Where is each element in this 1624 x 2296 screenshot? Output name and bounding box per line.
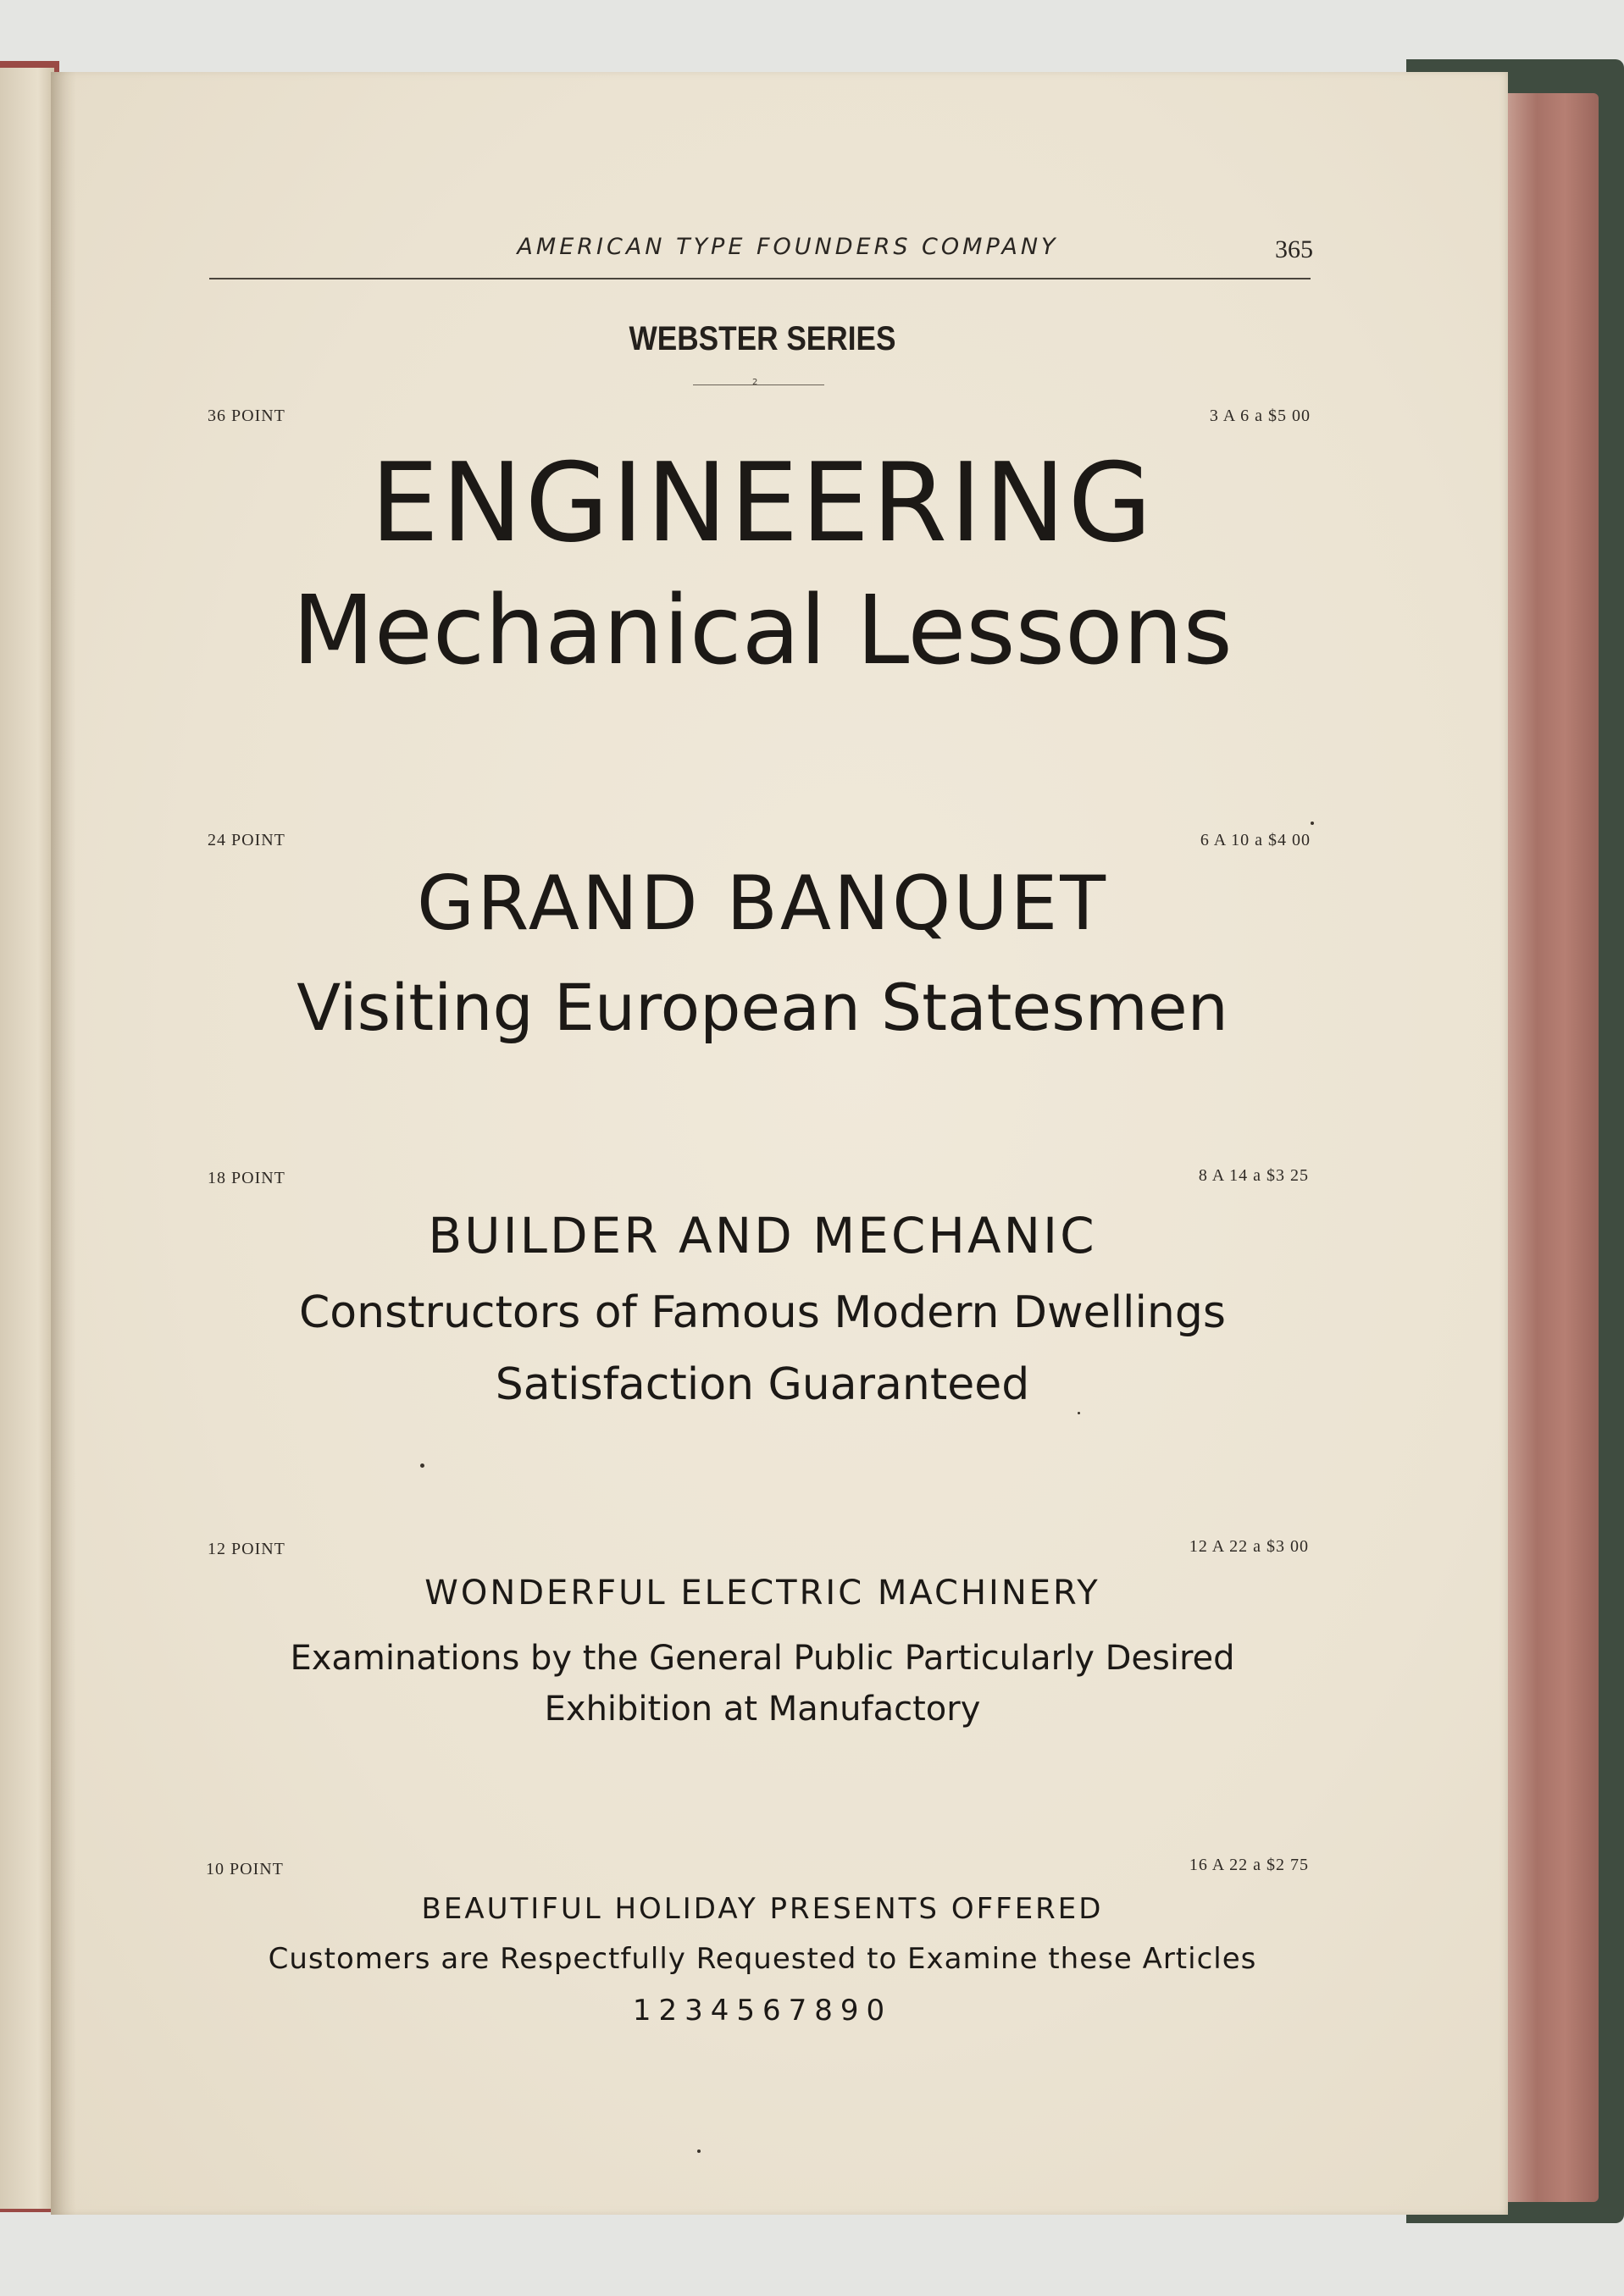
price-label-18: 8 A 14 a $3 25: [1198, 1166, 1309, 1185]
specimen-line-36-caps: ENGINEERING: [370, 440, 1155, 567]
gutter-shadow: [51, 72, 76, 2215]
specimen-line-18-lower-1: Constructors of Famous Modern Dwellings: [299, 1287, 1226, 1338]
specimen-line-12-caps: WONDERFUL ELECTRIC MACHINERY: [424, 1574, 1100, 1613]
size-label-18: 18 POINT: [208, 1169, 285, 1187]
paper-speck: [1311, 822, 1314, 825]
specimen-line-10-caps: BEAUTIFUL HOLIDAY PRESENTS OFFERED: [421, 1892, 1104, 1926]
specimen-line-18-lower-2: Satisfaction Guaranteed: [495, 1359, 1030, 1410]
specimen-line-24-lower: Visiting European Statesmen: [297, 970, 1228, 1045]
specimen-line-10-lower: Customers are Respectfully Requested to Examine these Articles: [268, 1942, 1257, 1976]
paper-speck: [697, 2149, 701, 2153]
size-label-36: 36 POINT: [208, 407, 285, 425]
price-label-12: 12 A 22 a $3 00: [1189, 1537, 1309, 1556]
facing-page-edge: [0, 68, 54, 2209]
specimen-line-12-lower-2: Exhibition at Manufactory: [544, 1690, 981, 1729]
size-label-10: 10 POINT: [206, 1860, 284, 1878]
paper-speck: [420, 1463, 424, 1468]
running-title: AMERICAN TYPE FOUNDERS COMPANY: [517, 234, 1059, 260]
size-label-24: 24 POINT: [208, 831, 285, 849]
page-number: 365: [1275, 235, 1313, 263]
specimen-line-18-caps: BUILDER AND MECHANIC: [428, 1207, 1097, 1264]
price-label-24: 6 A 10 a $4 00: [1200, 831, 1311, 849]
price-label-36: 3 A 6 a $5 00: [1209, 407, 1311, 425]
specimen-line-10-figures: 1234567890: [632, 1994, 893, 2028]
header-rule: [209, 278, 1311, 279]
specimen-line-36-lower: Mechanical Lessons: [292, 576, 1233, 686]
series-title: WEBSTER SERIES: [629, 320, 896, 357]
ornament-mark: 2: [752, 378, 758, 387]
price-label-10: 16 A 22 a $2 75: [1189, 1856, 1309, 1874]
specimen-line-24-caps: GRAND BANQUET: [417, 860, 1108, 947]
paper-speck: [1078, 1412, 1080, 1414]
specimen-line-12-lower-1: Examinations by the General Public Particularly Desired: [290, 1639, 1235, 1678]
size-label-12: 12 POINT: [208, 1540, 285, 1558]
